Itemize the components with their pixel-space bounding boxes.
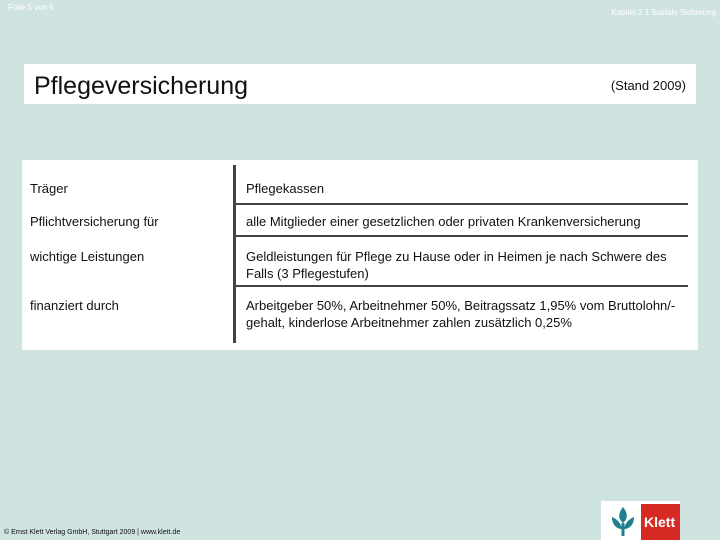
- row-value-pflichtversicherung: alle Mitglieder einer gesetzlichen oder privaten Krankenversicherung: [246, 214, 641, 229]
- table-vertical-divider: [233, 165, 236, 343]
- slide-counter: Folie 5 von 6: [8, 3, 54, 12]
- chapter-label: Kapitel 2.1 Soziale Sicherung: [611, 8, 716, 17]
- klett-logo-text: Klett: [644, 514, 676, 530]
- row-value-traeger: Pflegekassen: [246, 181, 325, 196]
- title-banner: [24, 64, 696, 104]
- table-row-divider: [233, 285, 688, 287]
- row-value-finanzierung: Arbeitgeber 50%, Arbeitnehmer 50%, Beitragssatz 1,95% vom Bruttolohn/-gehalt, kinderlose Arbeitnehmer zahlen zusätzlich 0,25%: [246, 298, 676, 330]
- row-value-leistungen: Geldleistungen für Pflege zu Hause oder in Heimen je nach Schwere des Falls (3 Pflegestufen): [246, 249, 667, 281]
- table-row-divider: [233, 203, 688, 205]
- row-label-finanzierung: finanziert durch: [30, 298, 119, 313]
- page-title: Pflegeversicherung: [34, 72, 249, 100]
- footer-copyright: © Ernst Klett Verlag GmbH, Stuttgart 2009 | www.klett.de: [4, 529, 181, 536]
- klett-logo-badge: [641, 504, 680, 540]
- title-note: (Stand 2009): [610, 78, 686, 93]
- klett-logo-icon: [609, 505, 637, 537]
- table-row-divider: [233, 235, 688, 237]
- row-label-pflichtversicherung: Pflichtversicherung für: [30, 214, 159, 229]
- row-label-leistungen: wichtige Leistungen: [30, 249, 145, 264]
- row-label-traeger: Träger: [30, 181, 68, 196]
- klett-logo[interactable]: [601, 501, 680, 540]
